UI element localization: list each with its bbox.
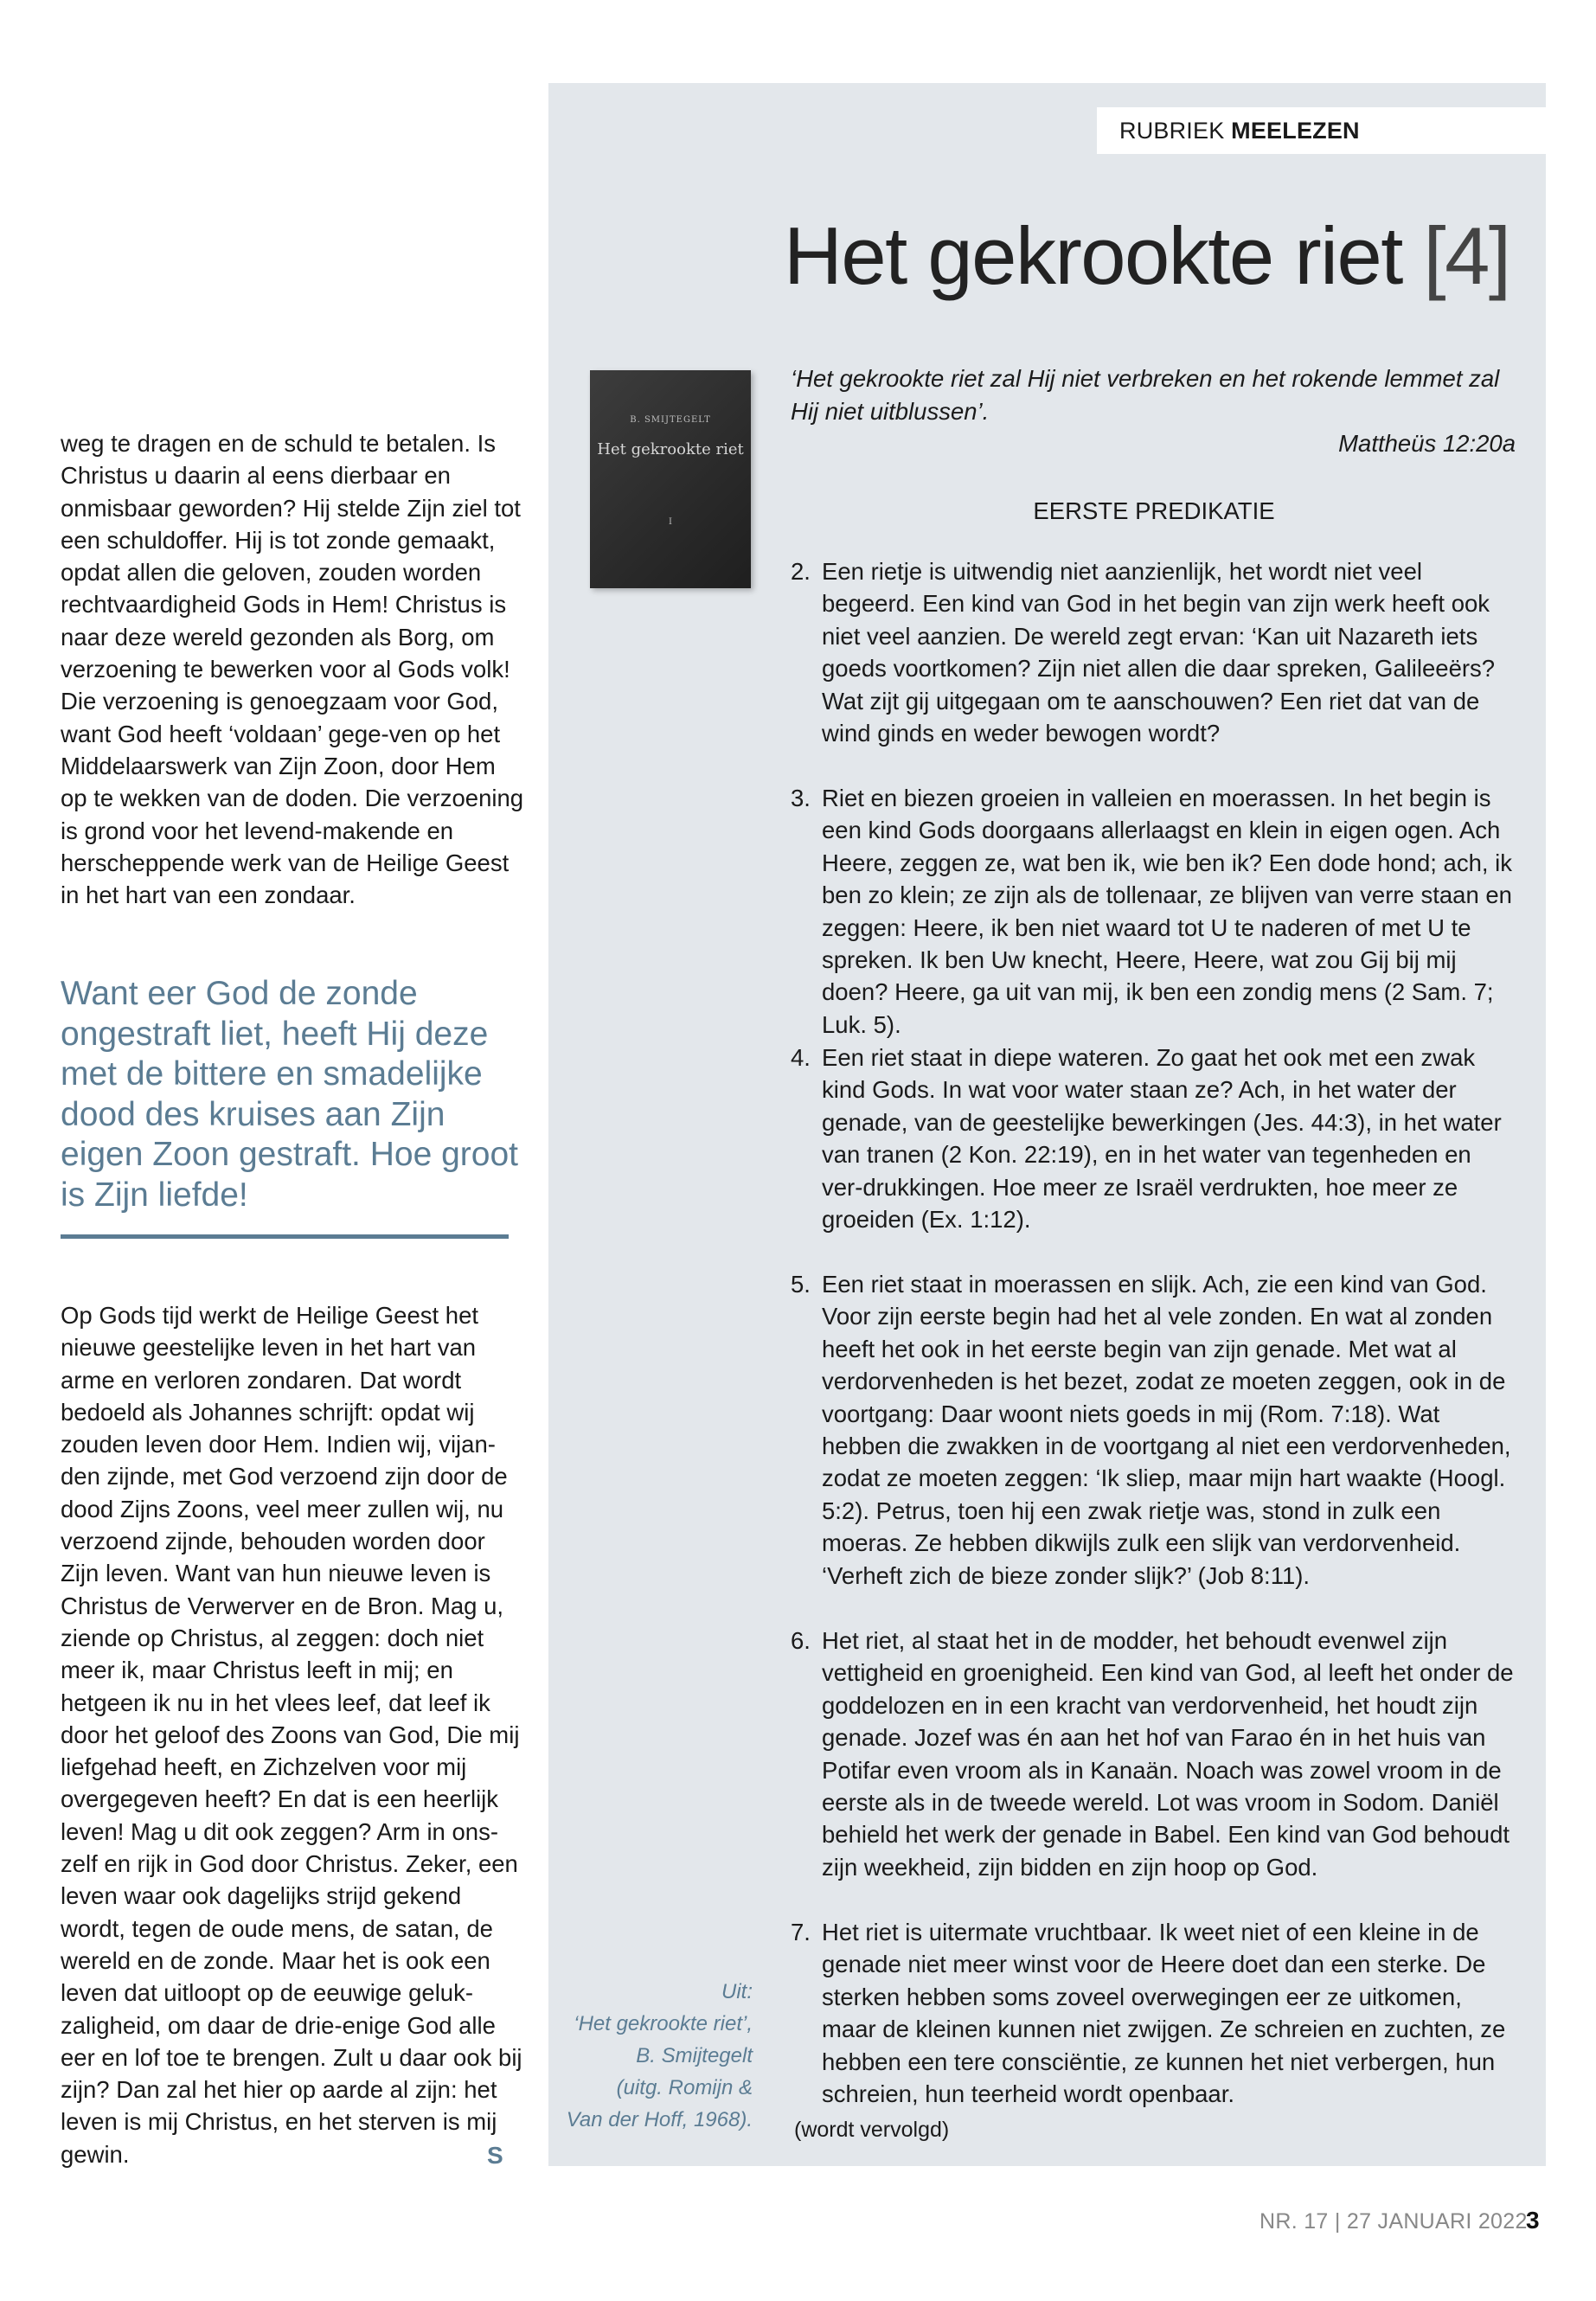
article-title [784,206,1528,306]
scripture-verse: ‘Het gekrookte riet zal Hij niet verbreken en het rokende lemmet zal Hij niet uitblussen’. [791,365,1500,425]
article-part-number: [4] [1423,210,1510,301]
book-cover-title: Het gekrookte riet [597,440,744,458]
issue-info: NR. 17 | 27 JANUARI 2022 [1259,2209,1528,2234]
item-text: Een rietje is uitwendig niet aanzienlijk, het wordt niet veel begeerd. Een kind van God in het begin van zijn werk heeft ook niet veel aanzien. De wereld zegt ervan: ‘Kan uit Nazareth iets goeds voortkomen? Zijn niet allen die daar spreken, Galileeërs? Wat zijt gij uitgegaan om te aanschouwen? Een riet dat van de wind ginds en weder bewogen wordt? [822,558,1496,747]
section-label-prefix: RUBRIEK [1119,118,1225,144]
caption-line: (uitg. Romijn & [616,2076,753,2099]
section-label [1097,107,1546,154]
numbered-item [791,1916,1517,2110]
item-number: 4. [791,1044,811,1071]
item-number: 2. [791,558,811,585]
article-title-text: Het gekrookte riet [784,210,1402,301]
item-text: Riet en biezen groeien in valleien en moerassen. In het begin is een kind Gods doorgaans allerlaagst en klein in eigen ogen. Ach Heere, zeggen ze, wat ben ik, wie ben ik? Een dode hond; ach, ik ben zo klein; ze zijn als de tollenaar, ze blijven van verre staan en zeggen: Heere, ik ben niet waard tot U te naderen of met U te spreken. Ik ben Uw knecht, Heere, Heere, wat zou Gij bij mij doen? Heere, ga uit van mij, ik ben een zondig mens (2 Sam. 7; Luk. 5). [822,785,1513,1038]
item-text: Een riet staat in diepe wateren. Zo gaat het ook met een zwak kind Gods. In wat voor water staan ze? Ach, in het water der genade, van de geestelijke bewerkingen (Jes. 44:3), in het water van tranen (2 Kon. 22:19), en in het water van tegenheden en ver-drukkingen. Hoe meer ze Israël verdrukten, hoe meer ze groeiden (Ex. 1:12). [822,1044,1502,1234]
book-caption [554,1976,753,2136]
numbered-item [791,1268,1517,1592]
body-paragraph: weg te dragen en de schuld te betalen. Is Christus u daarin al eens dierbaar en onmisbaar geworden? Hij stelde Zijn ziel tot een schuldoffer. Hij is tot zonde gemaakt, opdat allen die geloven, zouden worden rechtvaardigheid Gods in Hem! Christus is naar deze wereld gezonden als Borg, om verzoening te bewerken voor al Gods volk! Die verzoening is genoegzaam voor God, want God heeft ‘voldaan’ gege-ven op het Middelaarswerk van Zijn Zoon, door Hem op te wekken van de doden. Die verzoening is grond voor het levend-makende en herscheppende werk van de Heilige Geest in het hart van een zondaar. [61,430,524,909]
sermon-heading: EERSTE PREDIKATIE [1033,497,1275,524]
item-number: 6. [791,1627,811,1654]
caption-line: B. Smijtegelt [636,2044,753,2067]
book-cover-image [590,370,751,588]
numbered-item [791,1042,1517,1235]
scripture-reference: Mattheüs 12:20a [1338,430,1516,457]
item-number: 5. [791,1271,811,1298]
item-number: 3. [791,785,811,811]
pull-quote: Want eer God de zonde ongestraft liet, heeft Hij deze met de bittere en smadelijke dood des kruises aan Zijn eigen Zoon gestraft. Hoe groot is Zijn liefde! [61,975,518,1214]
book-cover-author: B. SMIJTEGELT [630,415,711,425]
body-paragraph: Op Gods tijd werkt de Heilige Geest het nieuwe geestelijke leven in het hart van arme en verloren zondaren. Dat wordt bedoeld als Johannes schrijft: opdat wij zouden leven door Hem. Indien wij, vijan-den zijnde, met God verzoend zijn door de dood Zijns Zoons, veel meer zullen wij, nu verzoend zijnde, behouden worden door Zijn leven. Want van hun nieuwe leven is Christus de Verwerver en de Bron. Mag u, ziende op Christus, al zeggen: doch niet meer ik, maar Christus leeft in mij; en hetgeen ik nu in het vlees leef, dat leef ik door het geloof des Zoons van God, Die mij liefgehad heeft, en Zichzelven voor mij overgegeven heeft? En dat is een heerlijk leven! Mag u dit ook zeggen? Arm in ons-zelf en rijk in God door Christus. Zeker, een leven waar ook dagelijks strijd gekend wordt, tegen de oude mens, de satan, de wereld en de zonde. Maar het is ook een leven dat uitloopt op de eeuwige geluk-zaligheid, om daar de drie-enige God alle eer en lof toe te brengen. Zult u daar ook bij zijn? Dan zal het hier op aarde al zijn: het leven is mij Christus, en het sterven is mij gewin. [61,1302,522,2168]
book-cover-volume: I [669,517,672,527]
caption-line: ‘Het gekrookte riet’, [574,2012,753,2035]
caption-line: Van der Hoff, 1968). [566,2108,753,2131]
item-number: 7. [791,1919,811,1945]
numbered-item [791,1625,1517,1883]
article-end-icon: S [487,2142,503,2169]
item-text: Een riet staat in moerassen en slijk. Ach, zie een kind van God. Voor zijn eerste begin had het al vele zonden. En wat al zonden heeft het ook in het eerste begin van zijn genade. Met wat al verdorvenheden is het bezet, zodat ze moeten zeggen, ook in de voortgang: Daar woont niets goeds in mij (Rom. 7:18). Wat hebben die zwakken in de voortgang al niet een verdorvenheden, zodat ze moeten zeggen: ‘Ik sliep, maar mijn hart waakte (Hoogl. 5:2). Petrus, toen hij een zwak rietje was, stond in zulk een moeras. Ze hebben dikwijls zulk een slijk van verdorvenheid. ‘Verheft zich de bieze zonder slijk?’ (Job 8:11). [822,1271,1511,1589]
pull-quote-divider [61,1234,509,1239]
left-column-bottom [61,1299,528,2170]
page-number: 3 [1526,2207,1540,2234]
continued-note: (wordt vervolgd) [794,2118,950,2142]
section-label-name: MEELEZEN [1231,118,1360,144]
caption-line: Uit: [721,1980,753,2003]
item-text: Het riet, al staat het in de modder, het behoudt evenwel zijn vettigheid en groenigheid. Een kind van God, al leeft het onder de goddelozen en in een kracht van verdorvenheid, het houdt zijn genade. Jozef was én aan het hof van Farao én in het huis van Potifar even vroom als in Kanaän. Noach was zowel vroom in de eerste als in de tweede wereld. Lot was vroom in Sodom. Daniël behield het werk der genade in Babel. Een kind van God behoudt zijn weekheid, zijn bidden en zijn hoop op God. [822,1627,1514,1881]
left-column-top [61,427,528,911]
numbered-item [791,782,1517,1041]
item-text: Het riet is uitermate vruchtbaar. Ik weet niet of een kleine in de genade niet meer winst voor de Heere doet dan een sterke. De sterken hebben soms zoveel overwegingen eer ze uitkomen, maar de kleinen kunnen niet zwijgen. Ze schreien en zuchten, ze hebben een tere consciëntie, ze kunnen het niet verbergen, hun schreien, hun teerheid wordt openbaar. [822,1919,1506,2108]
numbered-item [791,555,1517,749]
